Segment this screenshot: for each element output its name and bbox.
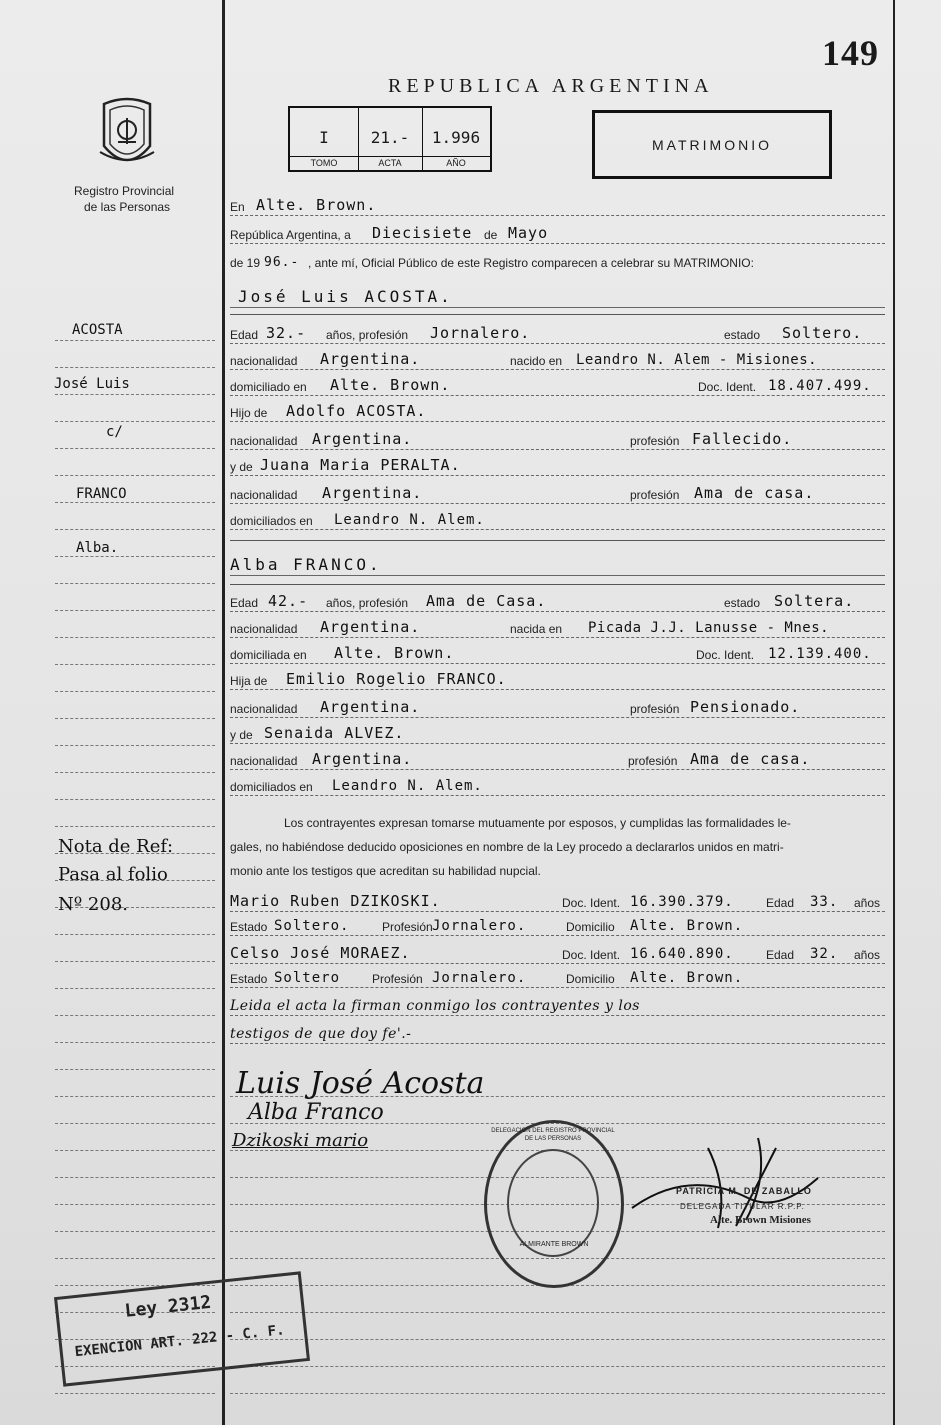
exemption-line2: EXENCION ART. 222 - C. F. — [74, 1322, 286, 1361]
bride-madre-nac-label: nacionalidad — [230, 754, 298, 768]
groom-anos-label: años, profesión — [326, 328, 409, 342]
bride-nacida: Picada J.J. Lanusse - Mnes. — [588, 620, 830, 636]
official-oval-seal — [484, 1120, 624, 1288]
bride-madre-prof-label: profesión — [628, 754, 678, 768]
day-value: Diecisiete — [372, 224, 473, 242]
groom-edad-label: Edad — [230, 328, 259, 342]
registry-line1: Registro Provincial — [74, 184, 175, 198]
declaration-line2: gales, no habiéndose deducido oposiciones en nombre de la Ley procedo a declararlos unidos en matri- — [230, 840, 784, 854]
year-value: 96.- — [264, 255, 300, 270]
groom-yde-label: y de — [230, 460, 253, 474]
witness2-estado: Soltero — [274, 970, 341, 986]
bride-edad: 42.- — [268, 592, 309, 610]
bride-profesion: Ama de Casa. — [426, 592, 547, 610]
witness2-doc: 16.640.890. — [630, 946, 734, 962]
groom-padre: Adolfo ACOSTA. — [286, 402, 427, 420]
registry-line2: de las Personas — [84, 200, 171, 214]
groom-estado-label: estado — [724, 328, 761, 342]
signature-witness: Dzikoski mario — [232, 1130, 369, 1151]
bride-padre-prof: Pensionado. — [690, 698, 801, 716]
signature-groom: Luis José Acosta — [236, 1066, 485, 1101]
left-column-divider — [222, 0, 225, 1425]
groom-nacido-label: nacido en — [510, 354, 563, 368]
bride-nac-row — [230, 618, 885, 638]
closing-line1-row — [230, 992, 885, 1016]
witness1-doc: 16.390.379. — [630, 894, 734, 910]
witness2-estado-label: Estado — [230, 972, 268, 986]
margin-conj: c/ — [106, 424, 123, 440]
de-label: de — [484, 228, 498, 242]
bride-nacionalidad: Argentina. — [320, 618, 421, 636]
tomo-cell — [290, 108, 359, 170]
bride-anos-label: años, profesión — [326, 596, 409, 610]
groom-name-row — [230, 282, 885, 308]
witness1-name: Mario Ruben DZIKOSKI. — [230, 892, 441, 910]
acta-value: 21.- — [370, 128, 410, 147]
witness2-doc-label: Doc. Ident. — [562, 948, 621, 962]
witness1-estado-row — [230, 914, 885, 936]
groom-doc: 18.407.499. — [768, 378, 872, 394]
bride-madre-prof: Ama de casa. — [690, 750, 811, 768]
groom-nac-label: nacionalidad — [230, 354, 298, 368]
groom-padre-nac-label: nacionalidad — [230, 434, 298, 448]
groom-madre: Juana Maria PERALTA. — [260, 456, 461, 474]
groom-profesion: Jornalero. — [430, 324, 531, 342]
groom-padre-prof: Fallecido. — [692, 430, 793, 448]
witness2-estado-row — [230, 966, 885, 988]
witness2-name: Celso José MORAEZ. — [230, 944, 411, 962]
margin-note1: Nota de Ref: — [58, 836, 174, 857]
bride-padres-dom-label: domiciliados en — [230, 780, 313, 794]
official-stamp-line3: Alte. Brown Misiones — [710, 1214, 811, 1226]
signature-bride: Alba Franco — [248, 1100, 384, 1125]
anio-label: AÑO — [422, 156, 490, 168]
closing-line1: Leida el acta la firman conmigo los contrayentes y los — [230, 998, 640, 1014]
groom-padre-prof-label: profesión — [630, 434, 680, 448]
witness2-domicilio: Alte. Brown. — [630, 970, 744, 986]
witness1-row — [230, 888, 885, 912]
margin-note2: Pasa al folio — [58, 864, 168, 885]
witness1-profesion: Jornalero. — [432, 918, 527, 934]
seal-ring-text: DELEGACION DEL REGISTRO PROVINCIAL DE LAS PERSONAS — [491, 1128, 615, 1142]
intro-date-row — [230, 224, 885, 244]
anio-cell — [422, 108, 490, 170]
groom-doc-label: Doc. Ident. — [698, 380, 757, 394]
bride-madre: Senaida ALVEZ. — [264, 724, 405, 742]
closing-line2-row — [230, 1020, 885, 1044]
month-value: Mayo — [508, 224, 549, 242]
margin-name2: Alba. — [76, 540, 119, 556]
bride-hija-label: Hija de — [230, 674, 268, 688]
bride-name: Alba FRANCO. — [230, 555, 382, 574]
intro-en-row — [230, 196, 885, 216]
groom-madre-prof-label: profesión — [630, 488, 680, 502]
bride-padre-row — [230, 670, 885, 690]
bride-doc-label: Doc. Ident. — [696, 648, 755, 662]
groom-domicilio: Alte. Brown. — [330, 376, 451, 394]
exemption-line1: Ley 2312 — [123, 1291, 213, 1322]
record-type: MATRIMONIO — [652, 136, 772, 153]
witness1-domicilio: Alte. Brown. — [630, 918, 744, 934]
witness1-estado-label: Estado — [230, 920, 268, 934]
margin-surname1: ACOSTA — [72, 322, 123, 338]
en-value: Alte. Brown. — [256, 196, 377, 214]
anio-value: 1.996 — [431, 128, 481, 147]
bride-edad-row — [230, 592, 885, 612]
republica-label: República Argentina, a — [230, 228, 351, 242]
witness2-edad-label: Edad — [766, 948, 795, 962]
page-number: 149 — [822, 33, 879, 73]
groom-dom-row — [230, 376, 885, 396]
bride-madre-nac-row — [230, 750, 885, 770]
bride-madre-nac: Argentina. — [312, 750, 413, 768]
groom-padres-dom-row — [230, 510, 885, 530]
bride-padres-dom-row — [230, 776, 885, 796]
witness1-dom-label: Domicilio — [566, 920, 615, 934]
year-rest: , ante mí, Oficial Público de este Registro comparecen a celebrar su MATRIMONIO: — [308, 256, 754, 270]
country-title: REPUBLICA ARGENTINA — [388, 75, 714, 97]
declaration-line3: monio ante los testigos que acreditan su habilidad nupcial. — [230, 864, 541, 878]
bride-madre-row — [230, 724, 885, 744]
witness2-profesion: Jornalero. — [432, 970, 527, 986]
groom-name: José Luis ACOSTA. — [238, 287, 453, 306]
bride-padre-nac: Argentina. — [320, 698, 421, 716]
declaration-line1: Los contrayentes expresan tomarse mutuamente por esposos, y cumplidas las formalidades le- — [284, 816, 791, 830]
groom-madre-nac: Argentina. — [322, 484, 423, 502]
acta-cell — [358, 108, 423, 170]
groom-nacionalidad: Argentina. — [320, 350, 421, 368]
witness2-anos-label: años — [854, 948, 881, 962]
bride-padre-prof-label: profesión — [630, 702, 680, 716]
tomo-label: TOMO — [290, 156, 358, 168]
groom-nacido: Leandro N. Alem - Misiones. — [576, 352, 818, 368]
bride-edad-label: Edad — [230, 596, 259, 610]
bride-padre-nac-row — [230, 698, 885, 718]
groom-edad: 32.- — [266, 324, 307, 342]
margin-note3: Nº 208. — [58, 894, 129, 915]
witness2-row — [230, 940, 885, 964]
witness1-estado: Soltero. — [274, 918, 350, 934]
official-stamp-line1: PATRICIA M. DE ZABALLO — [676, 1186, 812, 1196]
witness1-edad-label: Edad — [766, 896, 795, 910]
right-border — [893, 0, 895, 1425]
tomo-value: I — [319, 128, 329, 147]
exemption-stamp — [54, 1271, 310, 1386]
witness2-dom-label: Domicilio — [566, 972, 615, 986]
bride-padre: Emilio Rogelio FRANCO. — [286, 670, 507, 688]
witness1-doc-label: Doc. Ident. — [562, 896, 621, 910]
bride-dom-row — [230, 644, 885, 664]
bride-domicilio: Alte. Brown. — [334, 644, 455, 662]
bride-dom-label: domiciliada en — [230, 648, 307, 662]
intro-year-row — [230, 252, 885, 272]
groom-edad-row — [230, 324, 885, 344]
bride-name-row — [230, 550, 885, 576]
witness1-anos-label: años — [854, 896, 881, 910]
groom-dom-label: domiciliado en — [230, 380, 307, 394]
bride-doc: 12.139.400. — [768, 646, 872, 662]
official-stamp-line2: DELEGADA TITULAR R.P.P. — [680, 1202, 805, 1211]
witness1-edad: 33. — [810, 894, 839, 910]
witness2-prof-label: Profesión — [372, 972, 423, 986]
record-type-box — [592, 110, 832, 179]
bride-estado: Soltera. — [774, 592, 855, 610]
groom-estado: Soltero. — [782, 324, 863, 342]
bride-nac-label: nacionalidad — [230, 622, 298, 636]
groom-madre-prof: Ama de casa. — [694, 484, 815, 502]
bride-padres-dom: Leandro N. Alem. — [332, 778, 483, 794]
provincial-emblem — [98, 96, 156, 170]
acta-label: ACTA — [358, 156, 422, 168]
margin-name1: José Luis — [54, 376, 130, 392]
closing-line2: testigos de que doy fe'.- — [230, 1026, 412, 1042]
groom-nac-row — [230, 350, 885, 370]
groom-madre-nac-row — [230, 484, 885, 504]
witness2-edad: 32. — [810, 946, 839, 962]
seal-inner-text: ALMIRANTE BROWN — [519, 1241, 589, 1248]
groom-padre-row — [230, 402, 885, 422]
groom-padre-nac-row — [230, 430, 885, 450]
groom-hijo-label: Hijo de — [230, 406, 268, 420]
groom-padres-dom: Leandro N. Alem. — [334, 512, 485, 528]
year-prefix: de 19 — [230, 256, 261, 270]
bride-padre-nac-label: nacionalidad — [230, 702, 298, 716]
groom-madre-nac-label: nacionalidad — [230, 488, 298, 502]
bride-estado-label: estado — [724, 596, 761, 610]
groom-madre-row — [230, 456, 885, 476]
bride-nacida-label: nacida en — [510, 622, 563, 636]
groom-padres-dom-label: domiciliados en — [230, 514, 313, 528]
tomo-acta-anio-box — [288, 106, 492, 172]
en-label: En — [230, 200, 245, 214]
groom-padre-nac: Argentina. — [312, 430, 413, 448]
margin-surname2: FRANCO — [76, 486, 127, 502]
bride-yde-label: y de — [230, 728, 253, 742]
witness1-prof-label: Profesión — [382, 920, 433, 934]
